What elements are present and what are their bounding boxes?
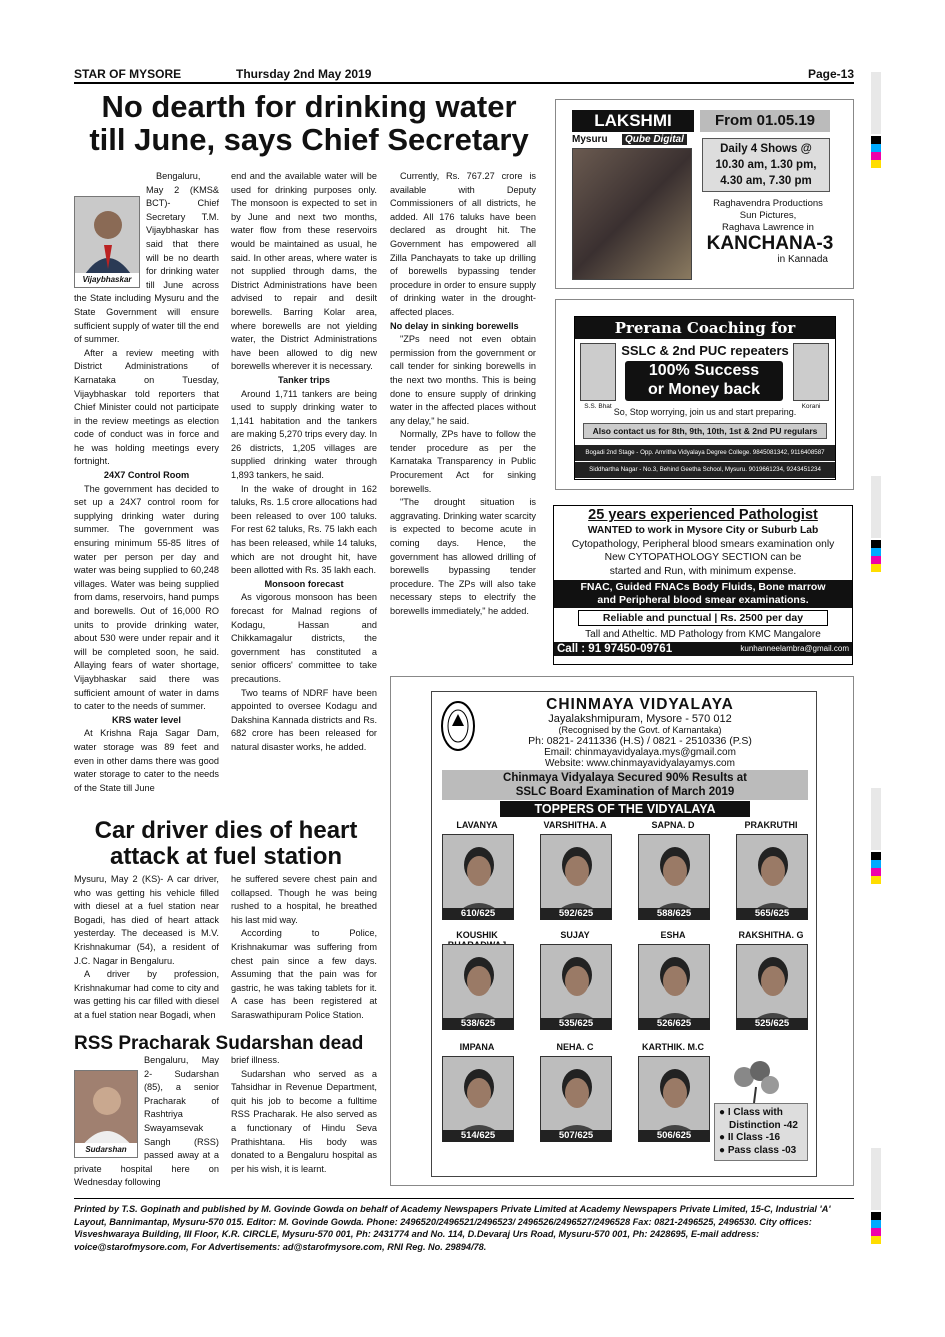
- producer: Sun Pictures,: [739, 210, 797, 221]
- grey-strip: [871, 476, 881, 538]
- ad-line: WANTED to work in Mysore City or Suburb Lab: [587, 525, 819, 536]
- topper-name: RAKSHITHA. G: [738, 930, 804, 940]
- services-box: [554, 580, 852, 608]
- phone: Ph: 0821- 2411336 (H.S) / 0821 - 2510336 (P.S): [528, 735, 752, 747]
- paragraph: he suffered severe chest pain and collapsed. Though he was being rushed to a hospital, he breathed his last mid way.: [231, 874, 377, 925]
- topper-card: [634, 930, 712, 1040]
- ad-title: Prerana Coaching for: [575, 317, 835, 339]
- photo-caption: Sudarshan: [75, 1143, 137, 1157]
- city: Mysuru: [572, 134, 608, 145]
- headline-line-1: Car driver dies of heart: [94, 817, 358, 844]
- article1-column-2: [231, 170, 377, 816]
- portrait-icon: [75, 1071, 138, 1147]
- topper-card: [536, 820, 614, 930]
- topper-card: [438, 820, 516, 930]
- rate-box: Reliable and punctual | Rs. 2500 per day: [578, 610, 828, 626]
- movie-title: KANCHANA-3: [706, 233, 834, 254]
- school-name: CHINMAYA VIDYALAYA: [546, 696, 734, 713]
- imprint-footer: Printed by T.S. Gopinath and published by M. Govinde Gowda on behalf of Academy Newspapers Private Limited at Academy Newspapers Private Limited, 15-C, Industrial 'A' Layout, Bannimantap, Mysuru-570 015. Editor: M. Govinde Gowda. Phone: 2496520/2496521/2496523/ 2496526/2496527/2496528 Fax: 0821-2496525, 2496530. City offices: Visveshwaraya Building, III Floor, K.R. CIRCLE, Mysuru-570 001, Ph: 2431774 and No. 114, D.Devaraj Urs Road, Mysuru-570 001, Ph: 2428695, E-mail address: voice@starofmysore.com, For Advertisements: ad@starofmysore.com, RNI Reg. No. 29894/78.: [74, 1198, 854, 1253]
- producer: Raghavendra Productions: [713, 198, 823, 209]
- email: kunhanneelambra@gmail.com: [740, 644, 849, 653]
- ad-line: or Money back: [647, 381, 761, 398]
- color-registration-mark: [871, 136, 881, 168]
- topper-score: 565/625: [736, 908, 808, 920]
- producers: [698, 198, 838, 234]
- school-address: Jayalakshmipuram, Mysore - 570 012: [548, 713, 732, 725]
- ad-line: SSLC & 2nd PUC repeaters: [621, 343, 789, 358]
- ad-frame: [431, 691, 817, 1177]
- show-times: 4.30 am, 7.30 pm: [720, 175, 812, 187]
- article1-column-3: [390, 170, 536, 665]
- ad-tagline: So, Stop worrying, join us and start preparing.: [613, 407, 797, 417]
- stat-line: ● I Class with: [719, 1107, 783, 1118]
- article1-column-1: [74, 170, 219, 816]
- article3-column-1: [74, 1054, 219, 1188]
- ad-line: started and Run, with minimum expense.: [609, 565, 797, 577]
- topper-name: PRAKRUTHI: [744, 820, 798, 830]
- shows-label: Daily 4 Shows @: [720, 143, 812, 155]
- paragraph: brief illness.: [231, 1055, 280, 1065]
- flower-icon: [726, 1057, 786, 1103]
- topper-card: [536, 930, 614, 1040]
- call-strip: [554, 642, 852, 656]
- subheading: KRS water level: [112, 714, 181, 725]
- stat-text: I Class with: [727, 1107, 783, 1118]
- topper-card: [634, 1042, 712, 1152]
- topper-name: LAVANYA: [456, 820, 498, 830]
- topper-score: 535/625: [540, 1018, 612, 1030]
- producer: Raghava Lawrence in: [722, 222, 814, 233]
- paragraph: Bengaluru, May 2- Sudarshan (85), a senior Pracharak of Rashtriya Swayamsevak Sangh (RSS) passed away at a private hospital here on Wednesday following: [74, 1055, 219, 1188]
- ad-frame: [574, 316, 836, 480]
- topper-card: [438, 1042, 516, 1152]
- website: Website: www.chinmayavidyalayamys.com: [545, 758, 735, 769]
- vijaybhaskar-photo: [74, 196, 140, 288]
- article2-column-2: [231, 873, 377, 1031]
- subheading: Tanker trips: [278, 374, 330, 385]
- results-banner: [442, 770, 808, 800]
- results-summary: [714, 1103, 808, 1161]
- article3-headline: RSS Pracharak Sudarshan dead: [74, 1033, 364, 1054]
- phone-number: Call : 91 97450-09761: [557, 643, 673, 655]
- toppers-heading: TOPPERS OF THE VIDYALAYA: [500, 801, 750, 817]
- tutor-name: Korani: [801, 403, 821, 410]
- subheading: 24X7 Control Room: [103, 470, 190, 481]
- newspaper-name: STAR OF MYSORE: [74, 67, 182, 81]
- paragraph: Around 1,711 tankers are being used to supply drinking water to 1,141 habitation and the tankers are making 5,270 trips every day. In 26 districts, 1,205 villages are supplied drinking water through 1,893 tankers, he said.: [231, 388, 377, 481]
- topper-score: 526/625: [638, 1018, 710, 1030]
- page-header: [74, 66, 854, 84]
- topper-score: 506/625: [638, 1130, 710, 1142]
- theatre-name: LAKSHMI: [572, 110, 694, 132]
- lakshmi-theatre-ad: [555, 99, 854, 289]
- qube-digital: Qube Digital: [622, 134, 687, 145]
- stat-text: II Class -16: [727, 1132, 781, 1143]
- tutor-photo: [793, 343, 829, 401]
- show-times: 10.30 am, 1.30 pm,: [715, 159, 817, 171]
- movie-language: in Kannada: [777, 254, 828, 265]
- color-registration-mark: [871, 540, 881, 572]
- stat-line: Distinction -42: [729, 1119, 798, 1131]
- paragraph: According to Police, Krishnakumar was suffering from chest pain since a few days. Assuming that the pain was for gastric, he was taking tablets for it. A case has been registered at Saraswathipuram Police Station.: [231, 928, 377, 1020]
- contact-strip: Also contact us for 8th, 9th, 10th, 1st & 2nd PU regulars: [583, 423, 827, 439]
- paragraph: end and the available water will be used for drinking purposes only. The monsoon is expected to set in by June and next two months, water flow from these reservoirs would be maintained as usual, he said. In other areas, where water is not supplied through dams, the District Administrations have been advised to repair and desilt borewells. Barring Kolar area, where borewells are not yielding water, the District Administrations have been allowed to dig new borewells wherever it is necessary.: [231, 171, 377, 372]
- paragraph: A driver by profession, Krishnakumar had come to city and was getting his car filled with diesel at a fuel station near Bogadi, when: [74, 969, 219, 1020]
- ad-line: Tall and Atheltic. MD Pathology from KMC Mangalore: [585, 629, 821, 640]
- grey-strip: [871, 788, 881, 850]
- article1-headline: [74, 90, 544, 157]
- address-line: Siddhartha Nagar - No.3, Behind Geetha School, Mysuru. 9019661234, 9243451234: [575, 462, 835, 478]
- school-header: [480, 696, 800, 769]
- ad-line: New CYTOPATHOLOGY SECTION can be: [604, 552, 802, 563]
- school-logo: [440, 696, 476, 752]
- article2-headline: [74, 818, 378, 870]
- topper-name: SAPNA. D: [651, 820, 695, 830]
- email: Email: chinmayavidyalaya.mys@gmail.com: [544, 747, 736, 758]
- topper-score: 507/625: [540, 1130, 612, 1142]
- topper-score: 538/625: [442, 1018, 514, 1030]
- topper-name: VARSHITHA. A: [543, 820, 607, 830]
- article2-column-1: [74, 873, 219, 1031]
- paragraph: After a review meeting with District Administrations of Karnataka on Tuesday, Vijaybhaskar told reporters that Chief Minister could not participate in the review meetings as election code of conduct was in force and he was holding meetings every fortnight.: [74, 347, 219, 467]
- subheading: Monsoon forecast: [264, 578, 344, 589]
- result-line: Chinmaya Vidyalaya Secured 90% Results at: [503, 772, 747, 784]
- stat-line: ● II Class -16: [719, 1132, 781, 1143]
- paragraph: As vigorous monsoon has been forecast for Malnad regions of Kodagu, Hassan and Chikkamagalur districts, the government has constituted a senior officers' committee to take precautions.: [231, 592, 377, 684]
- tutor-photo: [580, 343, 616, 401]
- topper-card: [634, 820, 712, 930]
- paragraph: The government has decided to set up a 24X7 control room for supplying drinking water during summer. The government was ensuring minimum 55-85 litres of water per person per day and water was being supplied to 60,248 villages. Water was being supplied from dams, reservoirs, hand pumps and borewells. Out of 16,000 RO units to provide drinking water, about 530 were under repair and it will be completed soon, he said. Allaying fears of water shortage, Vijaybhaskar said there was sufficient amount of water in dams to cater to the needs of summer.: [74, 483, 219, 712]
- movie-poster: [572, 148, 692, 280]
- grey-strip: [871, 1148, 881, 1210]
- topper-card: [536, 1042, 614, 1152]
- stat-text: Pass class -03: [727, 1144, 797, 1156]
- topper-name: IMPANA: [459, 1042, 495, 1052]
- topper-score: 610/625: [442, 908, 514, 920]
- tutor-name: S.S. Bhat: [584, 403, 612, 410]
- issue-date: Thursday 2nd May 2019: [236, 67, 372, 81]
- ad-line: Cytopathology, Peripheral blood smears examination only: [571, 538, 835, 550]
- sudarshan-photo: [74, 1070, 138, 1158]
- headline-line-2: attack at fuel station: [109, 842, 343, 870]
- topper-card: [732, 930, 810, 1040]
- topper-name: KARTHIK. M.C: [642, 1042, 704, 1052]
- photo-caption: Vijaybhaskar: [75, 273, 139, 287]
- ad-title: 25 years experienced Pathologist: [588, 507, 818, 523]
- topper-name: ESHA: [660, 930, 686, 940]
- topper-score: 588/625: [638, 908, 710, 920]
- recognition: (Recognised by the Govt. of Karnantaka): [558, 725, 722, 735]
- result-line: SSLC Board Examination of March 2019: [515, 786, 735, 798]
- release-date: From 01.05.19: [700, 110, 830, 132]
- paragraph: Currently, Rs. 767.27 crore is available with Deputy Commissioners of all districts, he added. All 176 taluks have been declared as drought hit. The Government has empowered all Zilla Panchayats to take up drilling of borewells bypassing tender procedure in order to ensure supply of drinking water in the drought-affected places.: [390, 171, 536, 317]
- portrait-icon: [75, 197, 140, 277]
- paragraph: "ZPs need not even obtain permission from the government or call tender for sinking borewells in the next two months. This is being done to ensure supply of drinking water in the affected places without any delay," he said.: [390, 334, 536, 426]
- topper-name: NEHA. C: [556, 1042, 594, 1052]
- ad-line: 100% Success: [648, 362, 760, 379]
- show-timings: [702, 138, 830, 192]
- paragraph: Sudarshan who served as a Tahsidhar in Revenue Department, quit his job to become a fulltime RSS Pracharak. He also served as a functionary of Hindu Seva Prathishtana. His body was donated to a Bengaluru hospital as per his wish, it is learnt.: [231, 1068, 377, 1174]
- color-registration-mark: [871, 852, 881, 884]
- topper-score: 514/625: [442, 1130, 514, 1142]
- emblem-icon: [440, 696, 476, 752]
- headline-line-2: till June, says Chief Secretary: [89, 122, 529, 158]
- topper-card: [438, 930, 516, 1040]
- paragraph: At Krishna Raja Sagar Dam, water storage was 89 feet and even in other dams there was good water storage to cater to the needs of the State till June: [74, 728, 219, 793]
- paragraph: "The drought situation is aggravating. Drinking water scarcity is expected to become acute in coming days. Hence, the government has allowed drilling of borewells bypassing tender procedure. The ZPs will also take necessary steps to electrify the borewells immediately," he added.: [390, 497, 536, 616]
- address-line: Bogadi 2nd Stage - Opp. Amritha Vidyalaya Degree College. 9845081342, 9116408587: [575, 445, 835, 461]
- stat-line: ● Pass class -03: [719, 1144, 797, 1156]
- paragraph: Two teams of NDRF have been appointed to oversee Kodagu and Dakshina Kannada districts and Rs. 682 crore has been released for natural disaster works, he added.: [231, 687, 377, 752]
- chinmaya-vidyalaya-ad: [390, 676, 854, 1186]
- topper-card: [732, 820, 810, 930]
- service-line: and Peripheral blood smear examinations.: [597, 594, 809, 606]
- paragraph: Normally, ZPs have to follow the tender procedure as per the Karnataka Transparency in Public Procurement Act for sinking borewells.: [390, 429, 536, 494]
- topper-name: SUJAY: [560, 930, 590, 940]
- headline-line-1: No dearth for drinking water: [101, 89, 517, 124]
- service-line: FNAC, Guided FNACs Body Fluids, Bone marrow: [580, 581, 826, 593]
- page-number: Page-13: [807, 67, 854, 81]
- topper-score: 592/625: [540, 908, 612, 920]
- topper-name: KOUSHIK: [456, 930, 498, 940]
- prerana-coaching-ad: [555, 299, 854, 490]
- subheading: No delay in sinking borewells: [390, 320, 519, 331]
- success-banner: [625, 361, 783, 401]
- color-registration-mark: [871, 1212, 881, 1244]
- paragraph: In the wake of drought in 162 taluks, Rs. 1.5 crore allocations had been released to over 100 taluks. For rest 62 taluks, Rs. 75 lakh each has been released, while 14 taluks, which are not drought hit, have been allotted with Rs. 35 lakh each.: [231, 483, 377, 576]
- topper-score: 525/625: [736, 1018, 808, 1030]
- pathologist-ad: [553, 505, 853, 665]
- article3-column-2: [231, 1054, 377, 1188]
- stats-area: [714, 1057, 810, 1167]
- grey-strip: [871, 72, 881, 134]
- paragraph: Bengaluru, May 2 (KMS& BCT)- Chief Secretary T.M. Vijaybhaskar has said that there will be no dearth for drinking water till June across the State including Mysuru and the State Government will ensure sufficient supply of water till the end of summer.: [74, 171, 219, 345]
- paragraph: Mysuru, May 2 (KS)- A car driver, who was getting his vehicle filled with diesel at a fuel station near Bogadi, has died of heart attack yesterday. The deceased is M.V. Krishnakumar (54), a resident of J.C. Nagar in Bengaluru.: [74, 874, 219, 966]
